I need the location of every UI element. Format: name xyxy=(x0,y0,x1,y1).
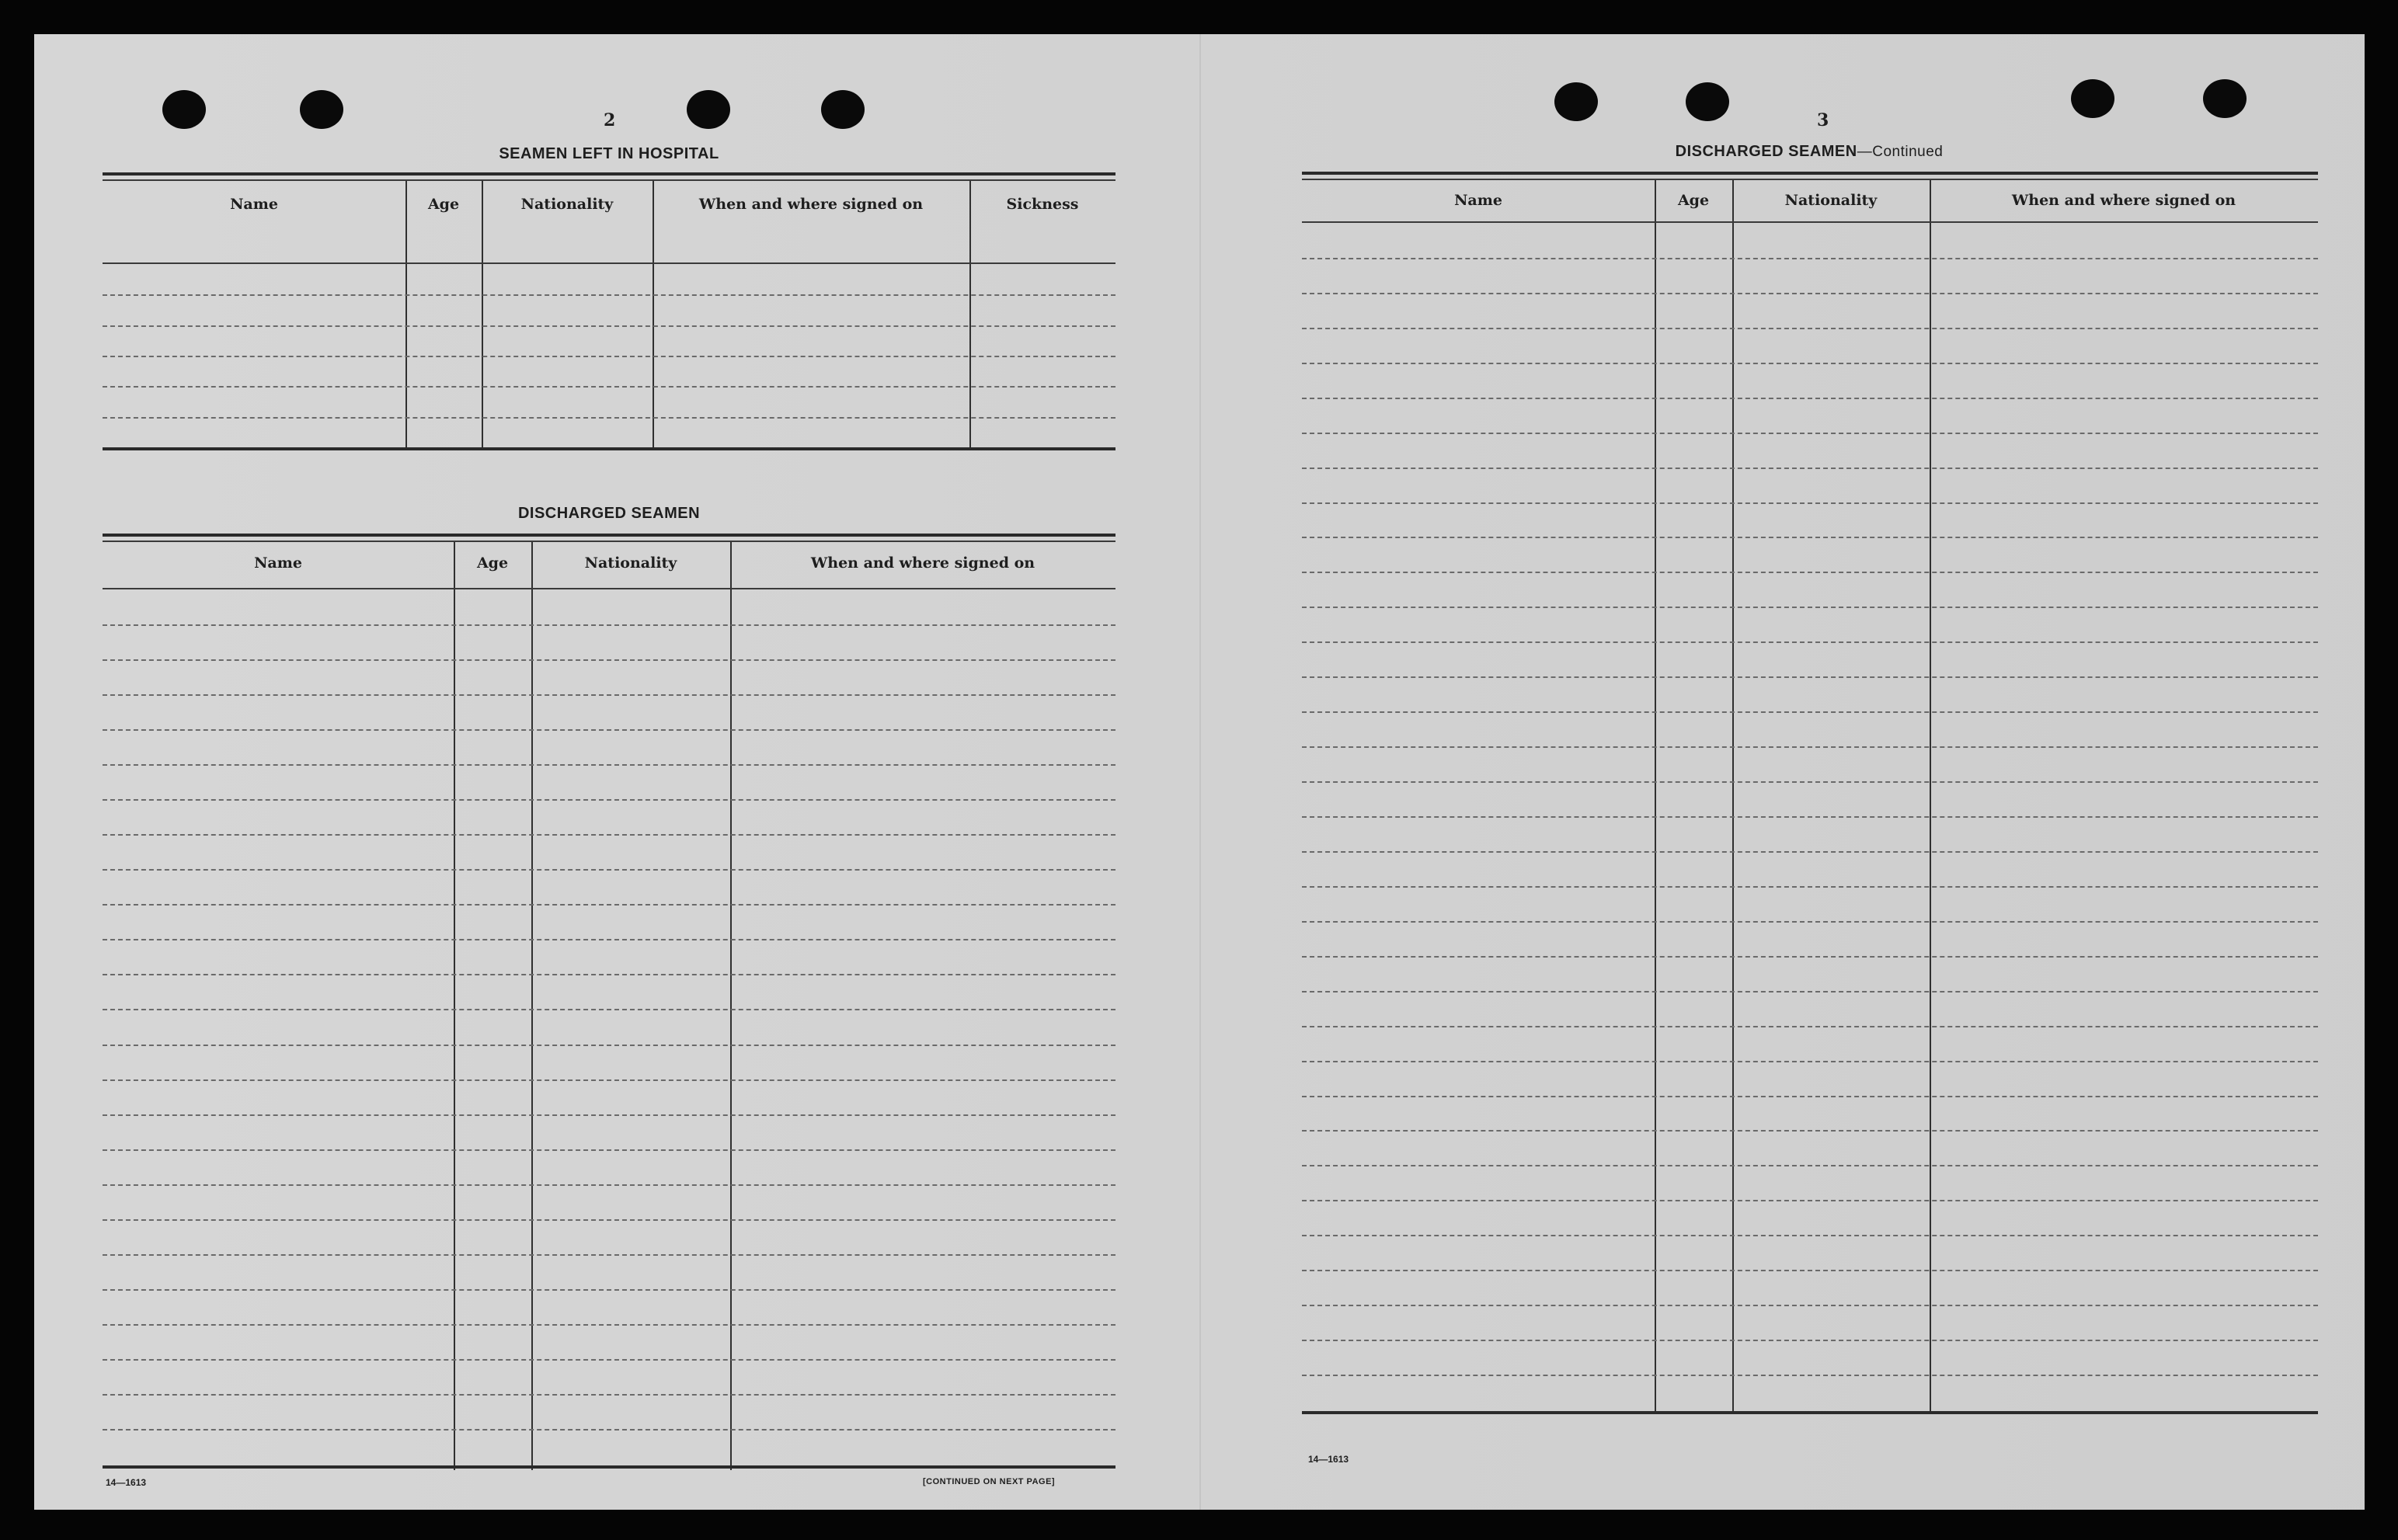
hospital-header-signed-on: When and where signed on xyxy=(698,196,924,213)
row-divider xyxy=(103,356,1115,357)
row-divider xyxy=(1302,991,2318,992)
row-divider xyxy=(1302,816,2318,818)
discharged-continued-table xyxy=(1302,172,2318,1445)
row-divider xyxy=(103,904,1115,906)
row-divider xyxy=(103,729,1115,731)
row-divider xyxy=(103,325,1115,327)
row-divider xyxy=(103,1289,1115,1291)
row-divider xyxy=(103,799,1115,801)
row-divider xyxy=(103,1324,1115,1326)
row-divider xyxy=(1302,363,2318,364)
form-code: 14—1613 xyxy=(106,1477,147,1488)
row-divider xyxy=(1302,1130,2318,1132)
row-divider xyxy=(1302,1270,2318,1271)
row-divider xyxy=(1302,537,2318,538)
row-divider xyxy=(103,834,1115,836)
discharged-continued-title-main: DISCHARGED SEAMEN xyxy=(1675,143,1857,160)
hospital-section-title: SEAMEN LEFT IN HOSPITAL xyxy=(499,145,719,162)
row-divider xyxy=(1302,921,2318,923)
row-divider xyxy=(103,939,1115,940)
row-divider xyxy=(1302,468,2318,469)
discharged-table xyxy=(103,534,1115,1465)
row-divider xyxy=(103,624,1115,626)
row-divider xyxy=(1302,572,2318,573)
row-divider xyxy=(103,386,1115,388)
document-sheet xyxy=(34,34,2365,1510)
row-divider xyxy=(1302,1061,2318,1062)
form-code: 14—1613 xyxy=(1308,1454,1349,1465)
row-divider xyxy=(1302,433,2318,434)
row-divider xyxy=(1302,1235,2318,1236)
hospital-rows xyxy=(103,264,1115,447)
row-divider xyxy=(103,1394,1115,1396)
discharged-rows xyxy=(103,589,1115,1464)
row-divider xyxy=(103,764,1115,766)
discharged-header-signed-on: When and where signed on xyxy=(810,554,1035,572)
row-divider xyxy=(1302,398,2318,399)
row-divider xyxy=(1302,1340,2318,1341)
row-divider xyxy=(1302,258,2318,259)
row-divider xyxy=(1302,1375,2318,1376)
discharged-continued-title xyxy=(1300,143,2318,161)
continued-note: [CONTINUED ON NEXT PAGE] xyxy=(923,1477,1056,1486)
row-divider xyxy=(103,694,1115,696)
row-divider xyxy=(103,1009,1115,1010)
row-divider xyxy=(1302,293,2318,294)
row-divider xyxy=(103,1219,1115,1221)
row-divider xyxy=(1302,607,2318,608)
row-divider xyxy=(1302,502,2318,504)
row-divider xyxy=(103,1149,1115,1151)
discharged-header-name: Name xyxy=(254,554,302,572)
row-divider xyxy=(103,869,1115,871)
discharged-header-age: Age xyxy=(476,554,509,572)
continued-header-age: Age xyxy=(1677,192,1710,209)
left-page xyxy=(34,34,1199,1510)
page-number: 2 xyxy=(604,110,616,130)
row-divider xyxy=(103,974,1115,975)
continued-rows xyxy=(1302,223,2318,1410)
row-divider xyxy=(1302,1305,2318,1306)
continued-suffix: —Continued xyxy=(1857,144,1944,160)
row-divider xyxy=(1302,956,2318,958)
row-divider xyxy=(103,659,1115,661)
continued-header-nationality: Nationality xyxy=(1784,192,1878,209)
right-page xyxy=(1199,34,2365,1510)
row-divider xyxy=(1302,1165,2318,1166)
row-divider xyxy=(1302,328,2318,329)
hospital-header-sickness: Sickness xyxy=(1006,196,1079,213)
hospital-header-name: Name xyxy=(230,196,278,213)
row-divider xyxy=(103,1045,1115,1046)
discharged-header-nationality: Nationality xyxy=(584,554,677,572)
row-divider xyxy=(1302,781,2318,783)
row-divider xyxy=(1302,886,2318,888)
row-divider xyxy=(103,1114,1115,1116)
row-divider xyxy=(1302,641,2318,643)
row-divider xyxy=(1302,1200,2318,1201)
row-divider xyxy=(103,417,1115,419)
row-divider xyxy=(103,1079,1115,1081)
hospital-header-nationality: Nationality xyxy=(520,196,614,213)
continued-header-name: Name xyxy=(1454,192,1502,209)
page-number: 3 xyxy=(1817,110,1829,130)
row-divider xyxy=(1302,676,2318,678)
discharged-section-title: DISCHARGED SEAMEN xyxy=(517,505,701,522)
hospital-header-age: Age xyxy=(427,196,460,213)
row-divider xyxy=(103,1184,1115,1186)
row-divider xyxy=(103,1254,1115,1256)
row-divider xyxy=(103,1429,1115,1430)
row-divider xyxy=(1302,711,2318,713)
row-divider xyxy=(1302,1096,2318,1097)
row-divider xyxy=(1302,1026,2318,1027)
row-divider xyxy=(103,1359,1115,1361)
hospital-table xyxy=(103,172,1115,483)
continued-header-signed-on: When and where signed on xyxy=(2011,192,2236,209)
row-divider xyxy=(1302,851,2318,853)
row-divider xyxy=(1302,746,2318,748)
row-divider xyxy=(103,294,1115,296)
